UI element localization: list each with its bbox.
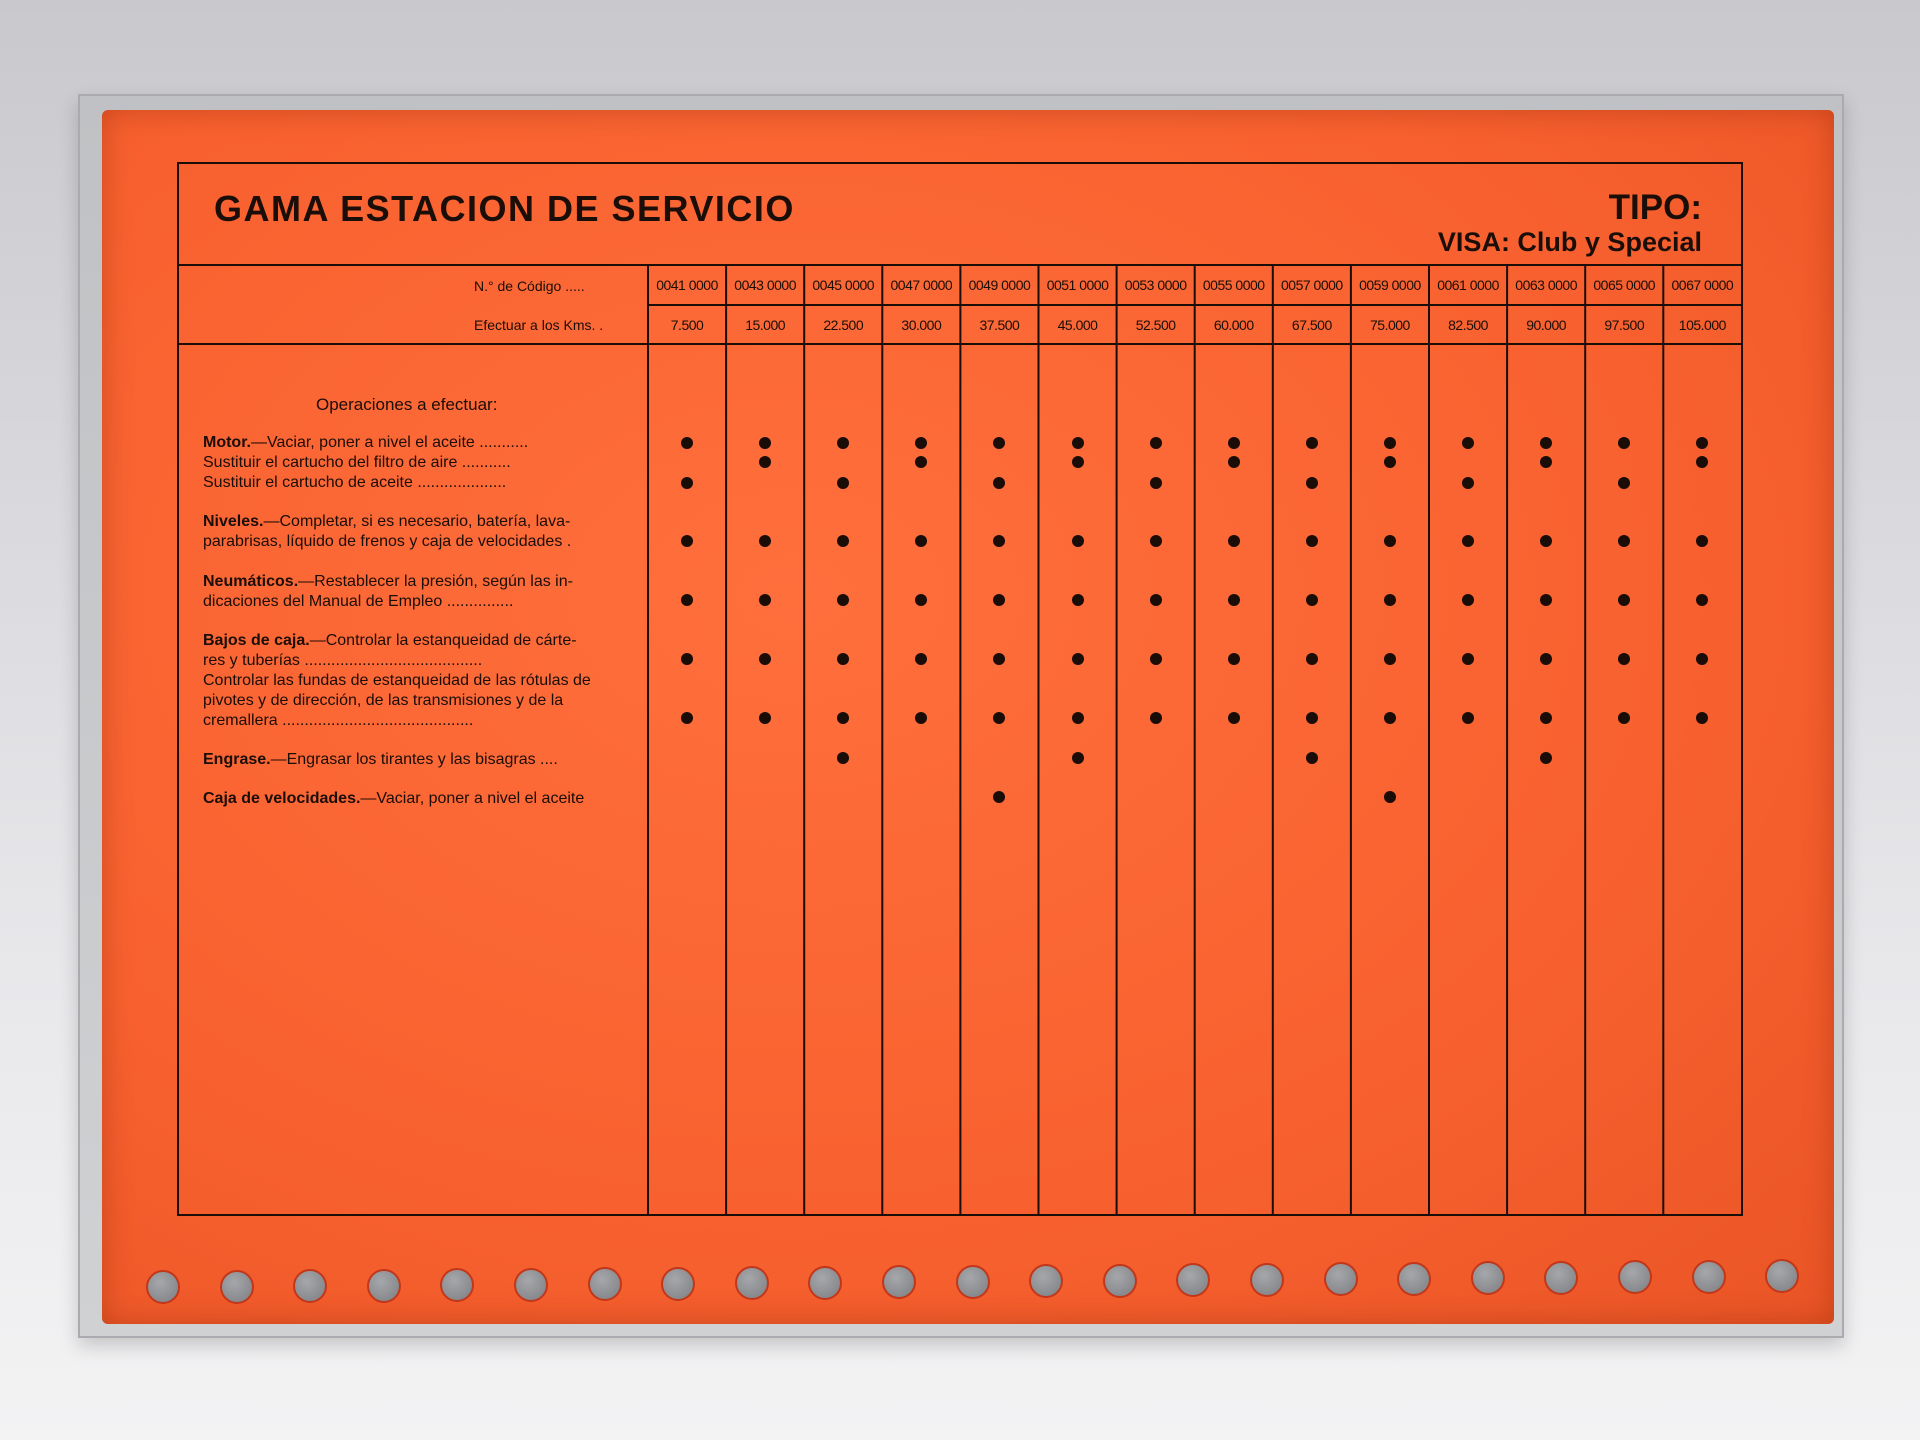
binder-hole bbox=[882, 1265, 916, 1299]
column-km: 105.000 bbox=[1678, 317, 1726, 333]
binder-hole bbox=[1618, 1260, 1652, 1294]
binder-hole bbox=[808, 1266, 842, 1300]
operation-engrase bbox=[203, 750, 623, 770]
column-code: 0041 0000 bbox=[656, 277, 718, 293]
column-km: 67.500 bbox=[1291, 317, 1332, 333]
column-km: 45.000 bbox=[1057, 317, 1098, 333]
column-code: 0065 0000 bbox=[1593, 277, 1656, 293]
column-code: 0043 0000 bbox=[734, 277, 796, 293]
check-dot bbox=[1228, 456, 1240, 468]
check-dot bbox=[1150, 477, 1162, 489]
column-km: 22.500 bbox=[823, 317, 864, 333]
column-code: 0059 0000 bbox=[1359, 277, 1421, 293]
operations-title: Operaciones a efectuar: bbox=[316, 395, 498, 414]
binder-hole bbox=[514, 1268, 548, 1302]
operation-bajos-de-caja bbox=[203, 631, 623, 731]
check-dot bbox=[681, 712, 693, 724]
column-km: 75.000 bbox=[1370, 317, 1410, 333]
operation-name: Caja de velocidades. bbox=[203, 790, 361, 807]
check-dot bbox=[1384, 594, 1396, 606]
column-code: 0049 0000 bbox=[968, 277, 1031, 293]
binder-hole bbox=[1029, 1264, 1063, 1298]
binder-hole bbox=[1103, 1264, 1137, 1298]
check-dot bbox=[1228, 535, 1240, 547]
check-dot bbox=[1462, 594, 1474, 606]
binder-hole bbox=[293, 1269, 327, 1303]
column-code: 0047 0000 bbox=[890, 277, 953, 293]
check-dot bbox=[1306, 712, 1318, 724]
check-dot bbox=[681, 437, 693, 449]
column-km: 37.500 bbox=[979, 317, 1020, 333]
check-dot bbox=[1150, 594, 1162, 606]
check-dot bbox=[1462, 437, 1474, 449]
check-dot bbox=[1306, 653, 1318, 665]
binder-hole bbox=[1250, 1263, 1284, 1297]
operation-name: Engrase. bbox=[203, 751, 271, 768]
column-km: 15.000 bbox=[745, 317, 786, 333]
km-row-label: Efectuar a los Kms. . bbox=[474, 317, 604, 333]
operation-text: —Vaciar, poner a nivel el aceite ........... Sustituir el cartucho del filtro de aire ........... Sustituir el cartucho de aceite .................... bbox=[203, 434, 529, 491]
check-dot bbox=[1306, 752, 1318, 764]
check-dot bbox=[681, 535, 693, 547]
column-code: 0051 0000 bbox=[1046, 277, 1109, 293]
column-km: 97.500 bbox=[1604, 317, 1645, 333]
check-dot bbox=[1306, 477, 1318, 489]
check-dot bbox=[1228, 594, 1240, 606]
column-code: 0053 0000 bbox=[1124, 277, 1187, 293]
check-dot bbox=[1306, 594, 1318, 606]
tipo-label: TIPO: bbox=[1608, 188, 1702, 227]
operation-text: —Completar, si es necesario, batería, lava- parabrisas, líquido de frenos y caja de velocidades . bbox=[203, 513, 572, 550]
check-dot bbox=[1462, 535, 1474, 547]
operation-motor bbox=[203, 433, 623, 493]
check-dot bbox=[1306, 437, 1318, 449]
check-dot bbox=[1384, 791, 1396, 803]
operation-name: Neumáticos. bbox=[203, 573, 299, 590]
column-code: 0057 0000 bbox=[1281, 277, 1343, 293]
column-code: 0055 0000 bbox=[1202, 277, 1265, 293]
column-km: 82.500 bbox=[1448, 317, 1488, 333]
binder-hole bbox=[588, 1267, 622, 1301]
column-km: 7.500 bbox=[670, 317, 704, 333]
binder-hole bbox=[1471, 1261, 1505, 1295]
column-km: 90.000 bbox=[1526, 317, 1567, 333]
check-dot bbox=[1384, 456, 1396, 468]
check-dot bbox=[1072, 535, 1084, 547]
check-dot bbox=[1384, 535, 1396, 547]
operation-name: Bajos de caja. bbox=[203, 632, 310, 649]
column-code: 0063 0000 bbox=[1515, 277, 1577, 293]
operation-text: —Engrasar los tirantes y las bisagras .... bbox=[270, 751, 558, 768]
check-dot bbox=[1228, 437, 1240, 449]
operation-text: —Restablecer la presión, según las in- dicaciones del Manual de Empleo ............... bbox=[203, 573, 573, 610]
check-dot bbox=[1462, 712, 1474, 724]
check-dot bbox=[1462, 653, 1474, 665]
check-dot bbox=[681, 653, 693, 665]
check-dot bbox=[1150, 653, 1162, 665]
operation-caja-velocidades bbox=[203, 789, 623, 809]
column-code: 0045 0000 bbox=[812, 277, 875, 293]
check-dot bbox=[1150, 437, 1162, 449]
operation-niveles bbox=[203, 512, 623, 552]
check-dot bbox=[1228, 712, 1240, 724]
operation-neumaticos bbox=[203, 572, 623, 612]
column-km: 60.000 bbox=[1213, 317, 1254, 333]
check-dot bbox=[1072, 437, 1084, 449]
check-dot bbox=[1150, 535, 1162, 547]
binder-hole bbox=[146, 1270, 180, 1304]
column-code: 0061 0000 bbox=[1437, 277, 1499, 293]
binder-hole bbox=[1692, 1260, 1726, 1294]
binder-hole bbox=[735, 1266, 769, 1300]
operation-name: Niveles. bbox=[203, 513, 264, 530]
operation-text: —Controlar la estanqueidad de cárte- res y tuberías ........................................ Controlar las fundas de estanqueidad de las rótulas de pivotes y de dirección, de las transmisiones y de la cremallera ........................................... bbox=[203, 632, 591, 729]
column-km: 30.000 bbox=[901, 317, 942, 333]
check-dot bbox=[1072, 653, 1084, 665]
binder-hole bbox=[1324, 1262, 1358, 1296]
code-row-label: N.° de Código ..... bbox=[474, 278, 585, 294]
column-km: 52.500 bbox=[1135, 317, 1176, 333]
check-dot bbox=[1384, 712, 1396, 724]
check-dot bbox=[1072, 594, 1084, 606]
binder-hole bbox=[367, 1269, 401, 1303]
binder-hole bbox=[220, 1270, 254, 1304]
model-label: VISA: Club y Special bbox=[1437, 227, 1702, 257]
binder-hole bbox=[956, 1265, 990, 1299]
check-dot bbox=[1306, 535, 1318, 547]
binder-hole bbox=[1544, 1261, 1578, 1295]
binder-hole bbox=[661, 1267, 695, 1301]
card-title: GAMA ESTACION DE SERVICIO bbox=[214, 188, 795, 229]
check-dot bbox=[1462, 477, 1474, 489]
check-dot bbox=[1072, 456, 1084, 468]
operation-text: —Vaciar, poner a nivel el aceite bbox=[360, 790, 585, 807]
check-dot bbox=[681, 477, 693, 489]
check-dot bbox=[1150, 712, 1162, 724]
check-dot bbox=[1228, 653, 1240, 665]
check-dot bbox=[1072, 712, 1084, 724]
column-code: 0067 0000 bbox=[1671, 277, 1734, 293]
check-dot bbox=[681, 594, 693, 606]
check-dot bbox=[1384, 437, 1396, 449]
check-dot bbox=[1384, 653, 1396, 665]
check-dot bbox=[1072, 752, 1084, 764]
binder-hole bbox=[1765, 1259, 1799, 1293]
operation-name: Motor. bbox=[203, 434, 251, 451]
binder-hole bbox=[1397, 1262, 1431, 1296]
